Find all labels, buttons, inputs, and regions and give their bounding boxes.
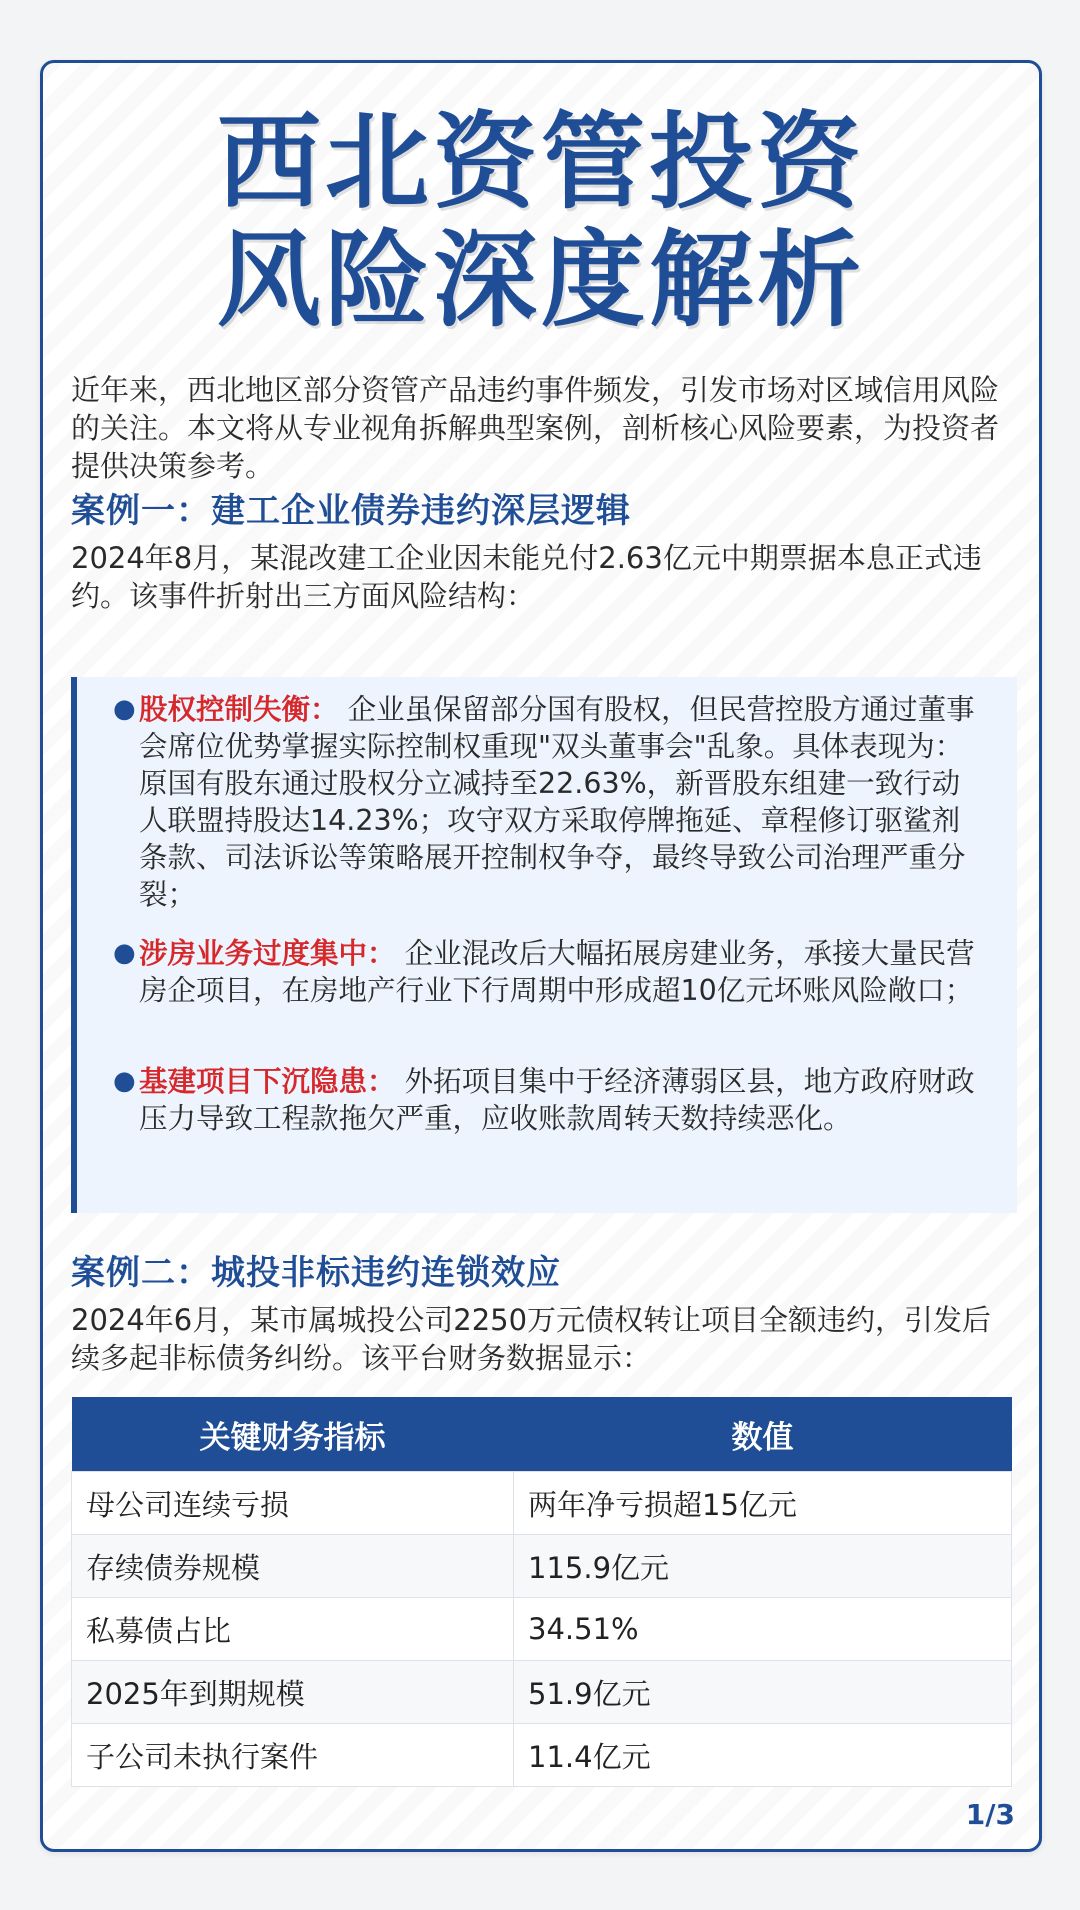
- title-line-2: 风险深度解析: [216, 219, 865, 341]
- risk-point-lead: 股权控制失衡：: [139, 693, 339, 726]
- value-cell: 115.9亿元: [514, 1535, 1012, 1598]
- case1-risk-list: [71, 677, 1017, 1213]
- risk-point-equity: [113, 691, 987, 913]
- table-header-row: [72, 1397, 1012, 1472]
- value-cell: 34.51%: [514, 1598, 1012, 1661]
- page-title: [43, 103, 1039, 339]
- metric-cell: 2025年到期规模: [72, 1661, 514, 1724]
- bullet-icon: ●: [113, 694, 136, 724]
- risk-point-text: 企业混改后大幅拓展房建业务，承接大量民营房企项目，在房地产行业下行周期中形成超10亿元坏账风险敞口；: [139, 937, 975, 1007]
- page-indicator: 1/3: [965, 1798, 1015, 1831]
- risk-point-lead: 涉房业务过度集中：: [139, 937, 396, 970]
- risk-point-infrastructure: [113, 1063, 987, 1137]
- table-row: [72, 1535, 1012, 1598]
- header-metric: 关键财务指标: [72, 1397, 514, 1472]
- case1-summary: 2024年8月，某混改建工企业因未能兑付2.63亿元中期票据本息正式违约。该事件折射出三方面风险结构：: [71, 541, 982, 613]
- article-card: [40, 60, 1042, 1852]
- risk-point-real-estate: [113, 935, 987, 1009]
- table-row: [72, 1661, 1012, 1724]
- table-row: [72, 1472, 1012, 1535]
- metric-cell: 母公司连续亏损: [72, 1472, 514, 1535]
- metric-cell: 子公司未执行案件: [72, 1724, 514, 1787]
- value-cell: 两年净亏损超15亿元: [514, 1472, 1012, 1535]
- intro-paragraph: 近年来，西北地区部分资管产品违约事件频发，引发市场对区域信用风险的关注。本文将从专业视角拆解典型案例，剖析核心风险要素，为投资者提供决策参考。: [71, 373, 1000, 483]
- bullet-icon: ●: [113, 1066, 136, 1096]
- risk-point-text: 外拓项目集中于经济薄弱区县，地方政府财政压力导致工程款拖欠严重，应收账款周转天数持续恶化。: [139, 1065, 975, 1135]
- risk-point-text: 企业虽保留部分国有股权，但民营控股方通过董事会席位优势掌握实际控制权重现"双头董事会"乱象。具体表现为：原国有股东通过股权分立减持至22.63%，新晋股东组建一致行动人联盟持股达14.23%；攻守双方采取停牌拖延、章程修订驱鲨剂条款、司法诉讼等策略展开控制权争夺，最终导致公司治理严重分裂；: [139, 693, 975, 911]
- value-cell: 51.9亿元: [514, 1661, 1012, 1724]
- table-row: [72, 1598, 1012, 1661]
- metric-cell: 存续债券规模: [72, 1535, 514, 1598]
- header-value: 数值: [514, 1397, 1012, 1472]
- value-cell: 11.4亿元: [514, 1724, 1012, 1787]
- table-row: [72, 1724, 1012, 1787]
- metric-cell: 私募债占比: [72, 1598, 514, 1661]
- bullet-icon: ●: [113, 938, 136, 968]
- case1-heading: 案例一：建工企业债券违约深层逻辑: [71, 491, 631, 531]
- case2-heading: 案例二：城投非标违约连锁效应: [71, 1253, 561, 1293]
- case2-summary: 2024年6月，某市属城投公司2250万元债权转让项目全额违约，引发后续多起非标债务纠纷。该平台财务数据显示：: [71, 1303, 992, 1375]
- title-line-1: 西北资管投资: [216, 101, 865, 223]
- financial-table: [71, 1397, 1012, 1787]
- risk-point-lead: 基建项目下沉隐患：: [139, 1065, 396, 1098]
